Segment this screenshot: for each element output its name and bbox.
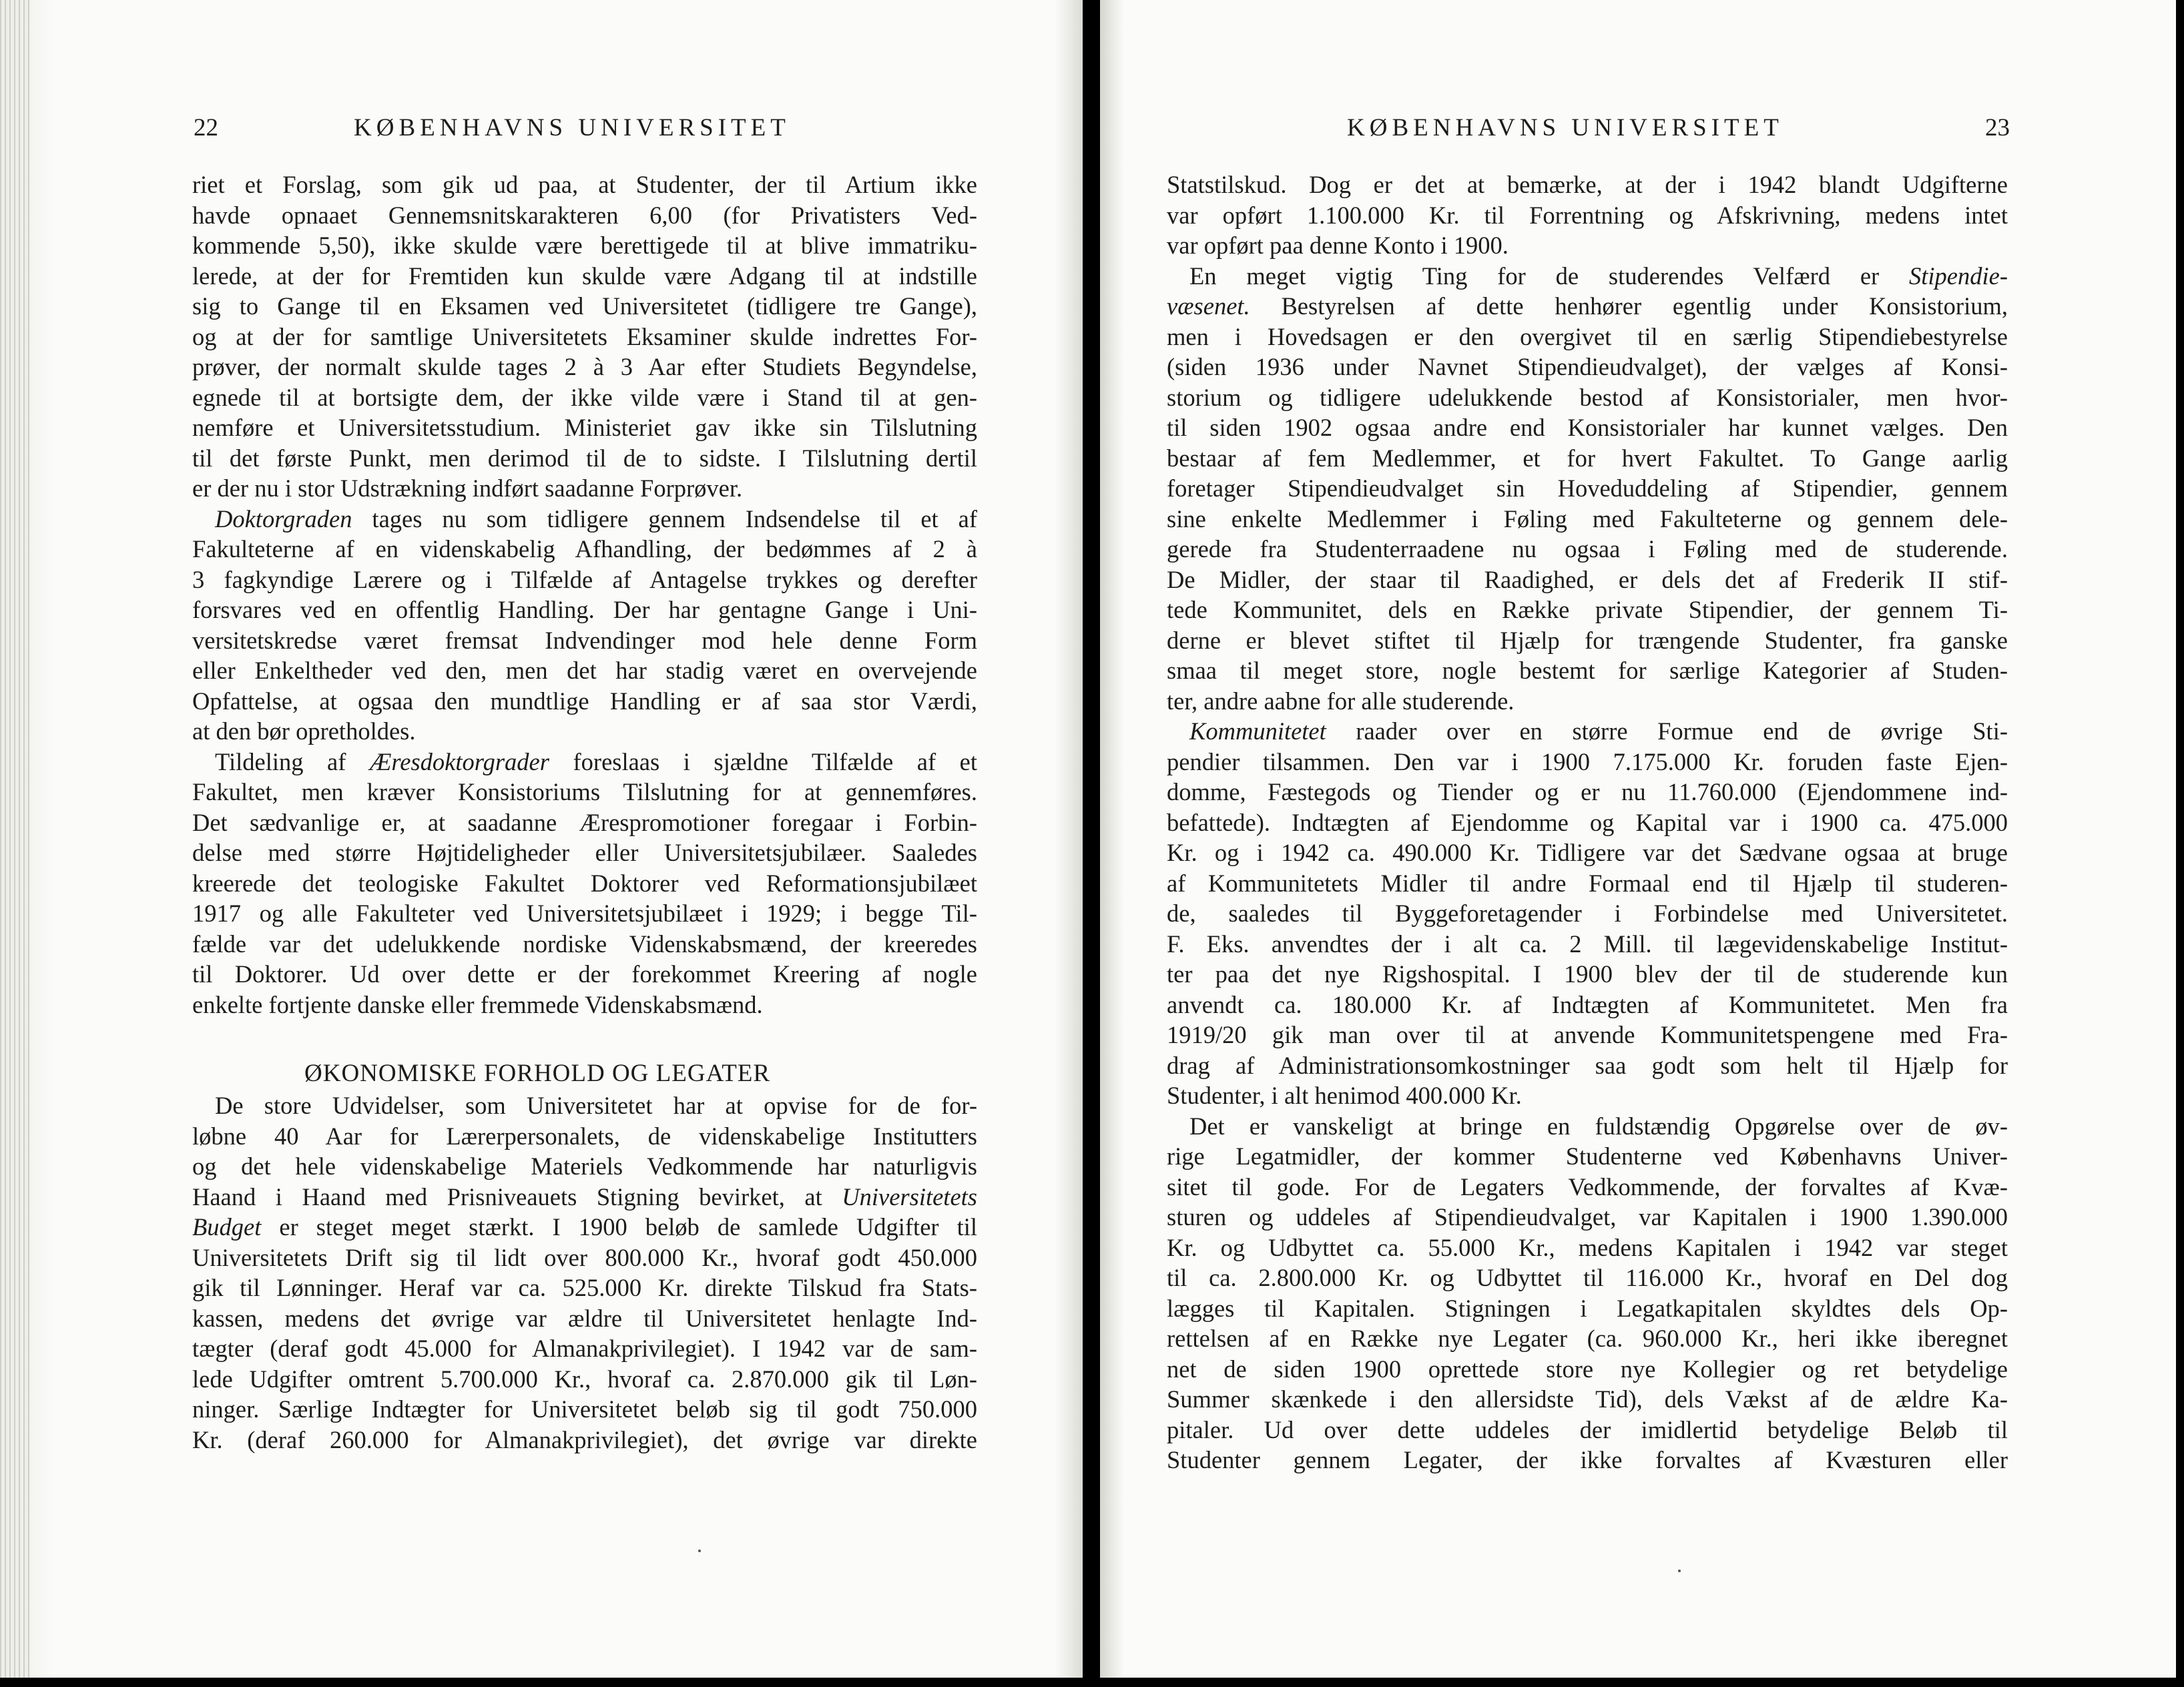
text-line: til siden 1902 ogsaa andre end Konsistorialer har kunnet vælges. Den (1167, 414, 2008, 441)
text-line: (siden 1936 under Navnet Stipendieudvalget), der vælges af Konsi- (1167, 353, 2008, 380)
text-line: befattede). Indtægten af Ejendomme og Kapital var i 1900 ca. 475.000 (1167, 808, 2008, 836)
text-line: 3 fagkyndige Lærere og i Tilfælde af Antagelse trykkes og derefter (192, 565, 977, 593)
text-line: derne er blevet stiftet til Hjælp for trængende Studenter, fra ganske (1167, 626, 2008, 654)
text-line: tede Kommunitet, dels en Række private Stipendier, der gennem Ti- (1167, 596, 2008, 623)
text-line: Summer skænkede i den allersidste Tid), dels Vækst af de ældre Ka- (1167, 1385, 2008, 1413)
text-line: foretager Stipendieudvalget sin Hoveduddeling af Stipendier, gennem (1167, 474, 2008, 502)
text-line: eller Enkeltheder ved den, men det har stadig været en overvejende (192, 657, 977, 684)
text-line: anvendt ca. 180.000 Kr. af Indtægten af Kommunitetet. Men fra (1167, 990, 2008, 1018)
text-line: til Doktorer. Ud over dette er der forekommet Kreering af nogle (192, 960, 977, 988)
text-line: sitet til gode. For de Legaters Vedkommende, der forvaltes af Kvæ- (1167, 1172, 2008, 1201)
text-line: pitaler. Ud over dette uddeles der imidlertid betydelige Beløb til (1167, 1415, 2008, 1443)
section-heading: ØKONOMISKE FORHOLD OG LEGATER (304, 1060, 771, 1087)
text-line: Det sædvanlige er, at saadanne Ærespromotioner foregaar i Forbin- (192, 808, 977, 836)
left-running-head: KØBENHAVNS UNIVERSITET (354, 114, 790, 141)
text-line: forsvares ved en offentlig Handling. Der har gentagne Gange i Uni- (192, 596, 977, 623)
text-line: Fakultet, men kræver Konsistoriums Tilslutning for at gennemføres. (192, 778, 977, 805)
text-line: lerede, at der for Fremtiden kun skulde være Adgang til at indstille (192, 262, 977, 290)
left-body-text (192, 170, 977, 1020)
text-line: Opfattelse, at ogsaa den mundtlige Handling er af saa stor Værdi, (192, 687, 977, 715)
text-line: delse med større Højtideligheder eller Universitetsjubilæer. Saaledes (192, 839, 977, 866)
text-line: sine enkelte Medlemmer i Føling med Fakulteterne og gennem dele- (1167, 504, 2008, 533)
right-running-head: KØBENHAVNS UNIVERSITET (1347, 114, 1784, 141)
text-line: Kommunitetet raader over en større Formue end de øvrige Sti- (1189, 717, 2008, 745)
text-line: Studenter, i alt henimod 400.000 Kr. (1167, 1082, 1522, 1109)
text-line: Universitetets Drift sig til lidt over 800.000 Kr., hvoraf godt 450.000 (192, 1243, 977, 1271)
right-body-text (1167, 170, 2008, 1475)
speck (698, 1550, 701, 1552)
text-line: 1917 og alle Fakulteter ved Universitetsjubilæet i 1929; i begge Til- (192, 900, 977, 927)
text-line: ninger. Særlige Indtægter for Universitetet beløb sig til godt 750.000 (192, 1395, 977, 1423)
text-line: domme, Fæstegods og Tiender og er nu 11.760.000 (Ejendommene ind- (1167, 778, 2008, 805)
text-line: Statstilskud. Dog er det at bemærke, at der i 1942 blandt Udgifterne (1167, 171, 2008, 198)
text-line: pendier tilsammen. Den var i 1900 7.175.000 Kr. foruden faste Ejen- (1167, 747, 2008, 775)
text-line: En meget vigtig Ting for de studerendes Velfærd er Stipendie- (1189, 262, 2008, 290)
text-line: Tildeling af Æresdoktorgrader foreslaas i sjældne Tilfælde af et (215, 747, 977, 775)
text-line: til det første Punkt, men derimod til de to sidste. I Tilslutning dertil (192, 444, 977, 472)
text-line: gerede fra Studenterraadene nu ogsaa i Føling med de studerende. (1167, 535, 2008, 563)
text-line: Doktorgraden tages nu som tidligere gennem Indsendelse til et af (215, 504, 977, 533)
text-line: fælde var det udelukkende nordiske Videnskabsmænd, der kreeredes (192, 930, 977, 958)
text-line: gik til Lønninger. Heraf var ca. 525.000 Kr. direkte Tilskud fra Stats- (192, 1274, 977, 1301)
text-line: rige Legatmidler, der kommer Studenterne ved Københavns Univer- (1167, 1142, 2008, 1170)
right-gutter-shadow (1100, 0, 1124, 1678)
text-line: løbne 40 Aar for Lærerpersonalets, de videnskabelige Institutters (192, 1122, 977, 1150)
text-line: tægter (deraf godt 45.000 for Almanakprivilegiet). I 1942 var de sam- (192, 1335, 977, 1362)
text-line: af Kommunitetets Midler til andre Formaal end til Hjælp til studeren- (1167, 869, 2008, 897)
text-line: Kr. og i 1942 ca. 490.000 Kr. Tidligere var det Sædvane ogsaa at bruge (1167, 839, 2008, 866)
text-line: sturen og uddeles af Stipendieudvalget, var Kapitalen i 1900 1.390.000 (1167, 1203, 2008, 1231)
text-line: Kr. og Udbyttet ca. 55.000 Kr., medens Kapitalen i 1942 var steget (1167, 1233, 2008, 1261)
text-line: rettelsen af en Række nye Legater (ca. 960.000 Kr., heri ikke iberegnet (1167, 1325, 2008, 1352)
left-body-text-continued (192, 1090, 977, 1455)
left-gutter-shadow (1055, 0, 1083, 1678)
text-line: kommende 5,50), ikke skulde være berettigede til at blive immatriku- (192, 232, 977, 259)
text-line: kreerede det teologiske Fakultet Doktorer ved Reformationsjubilæet (192, 869, 977, 897)
speck (1678, 1570, 1681, 1572)
text-line: ter paa det nye Rigshospital. I 1900 blev der til de studerende kun (1167, 960, 2008, 988)
text-line: versitetskredse været fremsat Indvendinger mod hele denne Form (192, 626, 977, 654)
text-line: F. Eks. anvendtes der i alt ca. 2 Mill. til lægevidenskabelige Institut- (1167, 930, 2008, 958)
text-line: storium og tidligere udelukkende bestod af Konsistorialer, men hvor- (1167, 383, 2008, 411)
text-line: ter, andre aabne for alle studerende. (1167, 687, 1515, 715)
text-line: egnede til at bortsigte dem, der ikke vilde være i Stand til at gen- (192, 383, 977, 411)
text-line: var opført paa denne Konto i 1900. (1167, 232, 1509, 259)
text-line: 1919/20 gik man over til at anvende Kommunitetspengene med Fra- (1167, 1021, 2008, 1048)
text-line: og at der for samtlige Universitetets Eksaminer skulde indrettes For- (192, 322, 977, 350)
text-line: men i Hovedsagen er den overgivet til en særlig Stipendiebestyrelse (1167, 322, 2008, 350)
text-line: De store Udvidelser, som Universitetet har at opvise for de for- (215, 1092, 977, 1119)
text-line: smaa til meget store, nogle bestemt for særlige Kategorier af Studen- (1167, 657, 2008, 684)
text-line: at den bør opretholdes. (192, 717, 416, 745)
text-line: Fakulteterne af en videnskabelig Afhandling, der bedømmes af 2 à (192, 535, 977, 563)
text-line: var opført 1.100.000 Kr. til Forrentning og Afskrivning, medens intet (1167, 201, 2008, 229)
text-line: lægges til Kapitalen. Stigningen i Legatkapitalen skyldtes dels Op- (1167, 1294, 2008, 1322)
text-line: Haand i Haand med Prisniveauets Stigning bevirket, at Universitetets (192, 1183, 977, 1211)
text-line: enkelte fortjente danske eller fremmede Videnskabsmænd. (192, 990, 763, 1018)
text-line: Kr. (deraf 260.000 for Almanakprivilegiet), det øvrige var direkte (192, 1425, 977, 1453)
text-line: de, saaledes til Byggeforetagender i Forbindelse med Universitetet. (1167, 900, 2008, 927)
left-page (0, 0, 1083, 1678)
text-line: drag af Administrationsomkostninger saa godt som helt til Hjælp for (1167, 1051, 2008, 1079)
text-line: net de siden 1900 oprettede store nye Kollegier og ret betydelige (1167, 1355, 2008, 1383)
text-line: sig to Gange til en Eksamen ved Universitetet (tidligere tre Gange), (192, 292, 977, 320)
text-line: væsenet. Bestyrelsen af dette henhører egentlig under Konsistorium, (1167, 292, 2008, 320)
text-line: De Midler, der staar til Raadighed, er dels det af Frederik II stif- (1167, 565, 2008, 593)
text-line: nemføre et Universitetsstudium. Ministeriet gav ikke sin Tilslutning (192, 414, 977, 441)
text-line: riet et Forslag, som gik ud paa, at Studenter, der til Artium ikke (192, 171, 977, 198)
text-line: lede Udgifter omtrent 5.700.000 Kr., hvoraf ca. 2.870.000 gik til Løn- (192, 1365, 977, 1393)
right-page (1100, 0, 2176, 1678)
text-line: Budget er steget meget stærkt. I 1900 beløb de samlede Udgifter til (192, 1213, 977, 1241)
text-line: kassen, medens det øvrige var ældre til Universitetet henlagte Ind- (192, 1304, 977, 1332)
text-line: og det hele videnskabelige Materiels Vedkommende har naturligvis (192, 1152, 977, 1180)
right-page-number: 23 (1985, 114, 2010, 141)
text-line: Studenter gennem Legater, der ikke forvaltes af Kvæsturen eller (1167, 1446, 2008, 1473)
text-line: havde opnaaet Gennemsnitskarakteren 6,00 (for Privatisters Ved- (192, 201, 977, 229)
left-page-edge (0, 0, 29, 1678)
text-line: til ca. 2.800.000 Kr. og Udbyttet til 116.000 Kr., hvoraf en Del dog (1167, 1264, 2008, 1291)
text-line: Det er vanskeligt at bringe en fuldstændig Opgørelse over de øv- (1189, 1112, 2008, 1140)
text-line: bestaar af fem Medlemmer, et for hvert Fakultet. To Gange aarlig (1167, 444, 2008, 472)
text-line: prøver, der normalt skulde tages 2 à 3 Aar efter Studiets Begyndelse, (192, 353, 977, 380)
left-page-number: 22 (194, 114, 218, 141)
text-line: er der nu i stor Udstrækning indført saadanne Forprøver. (192, 474, 743, 502)
